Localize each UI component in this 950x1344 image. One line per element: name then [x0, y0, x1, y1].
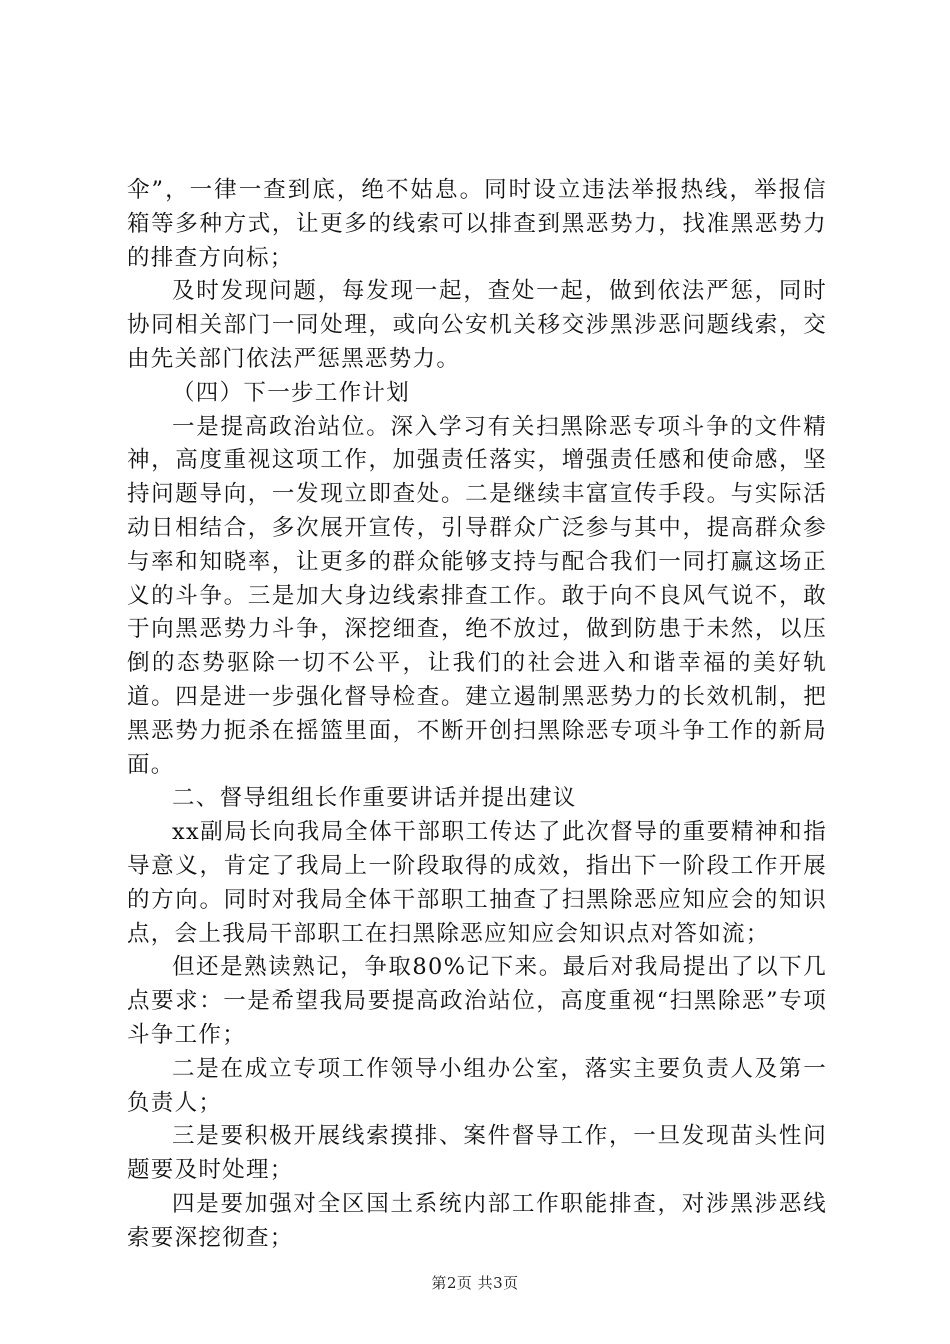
paragraph: 二是在成立专项工作领导小组办公室，落实主要负责人及第一负责人；: [127, 1055, 827, 1116]
paragraph: 及时发现问题，每发现一起，查处一起，做到依法严惩，同时协同相关部门一同处理，或向公安机关移交涉黑涉恶问题线索，交由先关部门依法严惩黑恶势力。: [127, 278, 827, 372]
document-body: [127, 174, 827, 1256]
paragraph: 但还是熟读熟记，争取80%记下来。最后对我局提出了以下几点要求：一是希望我局要提高政治站位，高度重视“扫黑除恶”专项斗争工作；: [127, 954, 827, 1048]
paragraph: 三是要积极开展线索摸排、案件督导工作，一旦发现苗头性问题要及时处理；: [127, 1123, 827, 1184]
paragraph-continuation: 伞”，一律一查到底，绝不姑息。同时设立违法举报热线，举报信箱等多种方式，让更多的线索可以排查到黑恶势力，找准黑恶势力的排查方向标；: [127, 177, 827, 271]
paragraph: xx副局长向我局全体干部职工传达了此次督导的重要精神和指导意义，肯定了我局上一阶段取得的成效，指出下一阶段工作开展的方向。同时对我局全体干部职工抽查了扫黑除恶应知应会的知识点，会上我局干部职工在扫黑除恶应知应会知识点对答如流；: [127, 819, 827, 947]
page-footer: [0, 1272, 950, 1293]
section-heading: 二、督导组组长作重要讲话并提出建议: [172, 785, 577, 812]
paragraph: 一是提高政治站位。深入学习有关扫黑除恶专项斗争的文件精神，高度重视这项工作，加强责任落实，增强责任感和使命感，坚持问题导向，一发现立即查处。二是继续丰富宣传手段。与实际活动日相结合，多次展开宣传，引导群众广泛参与其中，提高群众参与率和知晓率，让更多的群众能够支持与配合我们一同打赢这场正义的斗争。三是加大身边线索排查工作。敢于向不良风气说不，敢于向黑恶势力斗争，深挖细查，绝不放过，做到防患于未然，以压倒的态势驱除一切不公平，让我们的社会进入和谐幸福的美好轨道。四是进一步强化督导检查。建立遏制黑恶势力的长效机制，把黑恶势力扼杀在摇篮里面，不断开创扫黑除恶专项斗争工作的新局面。: [127, 413, 827, 778]
paragraph: 四是要加强对全区国土系统内部工作职能排查，对涉黑涉恶线索要深挖彻查；: [127, 1190, 827, 1251]
page-number: 第2页 共3页: [431, 1274, 519, 1292]
section-heading: （四）下一步工作计划: [172, 379, 411, 406]
